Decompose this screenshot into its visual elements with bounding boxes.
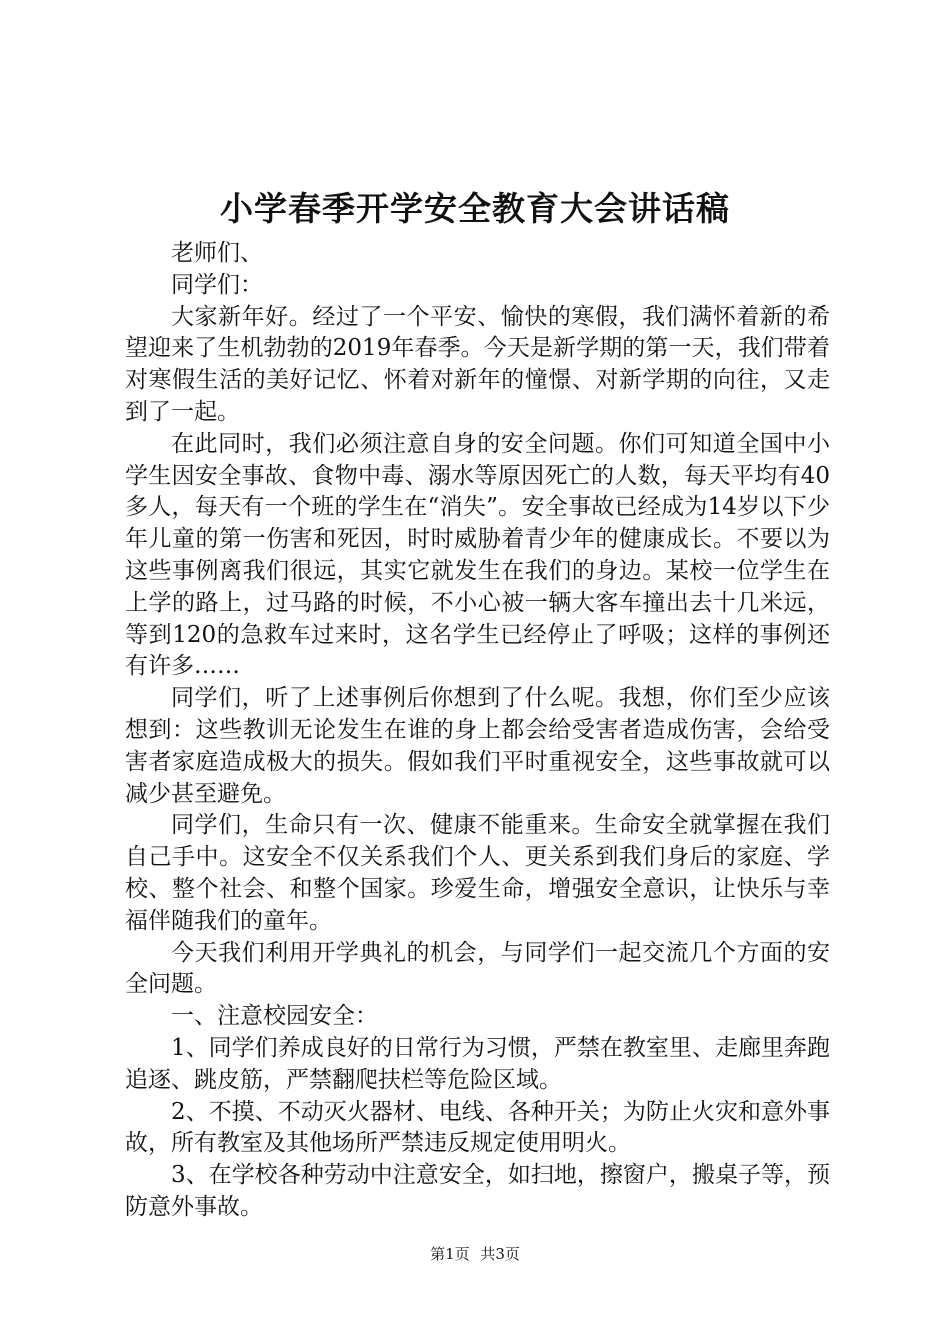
list-item: 1、同学们养成良好的日常行为习惯，严禁在教室里、走廊里奔跑追逐、跳皮筋，严禁翻爬扶栏等危险区域。	[125, 1034, 830, 1093]
page-footer	[0, 1243, 950, 1265]
paragraph: 同学们，听了上述事例后你想到了什么呢。我想，你们至少应该想到：这些教训无论发生在谁的身上都会给受害者造成伤害，会给受害者家庭造成极大的损失。假如我们平时重视安全，这些事故就可以减少甚至避免。	[125, 685, 830, 807]
salutation-students: 同学们：	[171, 271, 263, 298]
paragraph: 大家新年好。经过了一个平安、愉快的寒假，我们满怀着新的希望迎来了生机勃勃的2019年春季。今天是新学期的第一天，我们带着对寒假生活的美好记忆、怀着对新年的憧憬、对新学期的向往，又走到了一起。	[125, 303, 830, 425]
page-number: 第1页	[430, 1245, 470, 1263]
list-item: 3、在学校各种劳动中注意安全，如扫地，擦窗户，搬桌子等，预防意外事故。	[125, 1162, 830, 1220]
paragraph: 今天我们利用开学典礼的机会，与同学们一起交流几个方面的安全问题。	[125, 939, 830, 998]
section-heading: 一、注意校园安全：	[171, 1003, 378, 1030]
page-total: 共3页	[480, 1245, 520, 1263]
paragraph: 同学们，生命只有一次、健康不能重来。生命安全就掌握在我们自己手中。这安全不仅关系我们个人、更关系到我们身后的家庭、学校、整个社会、和整个国家。珍爱生命，增强安全意识，让快乐与幸福伴随我们的童年。	[125, 812, 830, 934]
document-body	[125, 238, 830, 1224]
paragraph: 在此同时，我们必须注意自身的安全问题。你们可知道全国中小学生因安全事故、食物中毒、溺水等原因死亡的人数，每天平均有40多人，每天有一个班的学生在“消失”。安全事故已经成为14岁以下少年儿童的第一伤害和死因，时时威胁着青少年的健康成长。不要以为这些事例离我们很远，其实它就发生在我们的身边。某校一位学生在上学的路上，过马路的时候，不小心被一辆大客车撞出去十几米远，等到120的急救车过来时，这名学生已经停止了呼吸；这样的事例还有许多……	[125, 430, 830, 680]
document-title: 小学春季开学安全教育大会讲话稿	[220, 189, 730, 228]
salutation-teachers: 老师们、	[171, 240, 263, 266]
list-item: 2、不摸、不动灭火器材、电线、各种开关；为防止火灾和意外事故，所有教室及其他场所严禁违反规定使用明火。	[125, 1098, 830, 1157]
